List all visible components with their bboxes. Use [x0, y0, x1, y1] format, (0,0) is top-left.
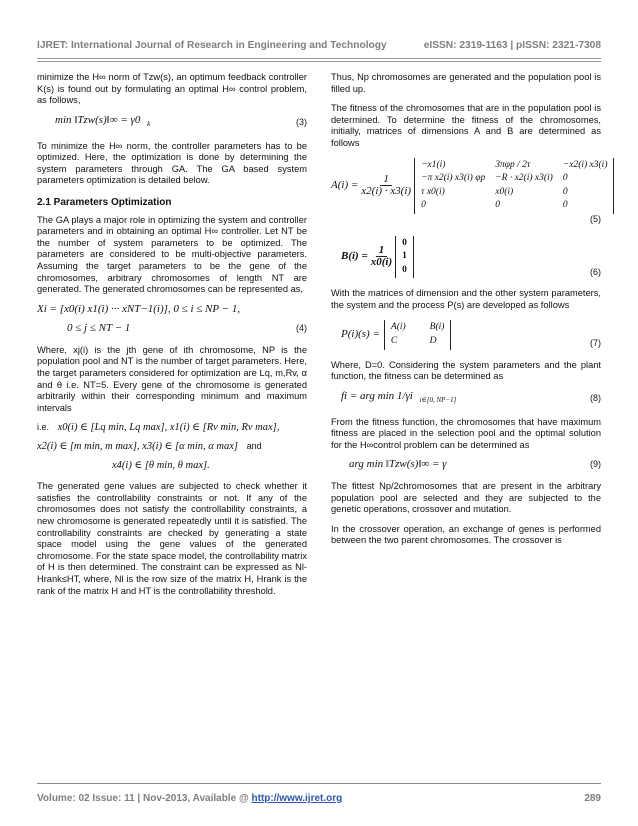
journal-link[interactable]: http://www.ijret.org — [251, 793, 343, 804]
matrix-cell: 0 — [495, 200, 500, 211]
paragraph: From the fitness function, the chromosomes that have maximum fitness are placed in the selection pool and the optimal solution for the H∞control problem can be determined as — [331, 416, 601, 450]
interval-2: x2(i) ∈ [m min, m max], x3(i) ∈ [α min, α max] — [37, 441, 238, 453]
header-rule-2 — [37, 61, 601, 62]
matrix-cell: 0 — [402, 237, 407, 248]
interval-equations — [37, 422, 307, 471]
paragraph: The GA plays a major role in optimizing the system and controller parameters and in obtaining an optimal H∞ controller. Let NT be the number of system parameters to be optimized. The parameters are considered to be multi-objective parameters. Assuming the target parameters to be the gene of the chromosomes, arbitrary chromosomes of length NT are generated. The generated chromosomes can be represented as, — [37, 214, 307, 295]
equation-lhs: P(i)(s) = — [341, 327, 380, 340]
right-column — [331, 72, 608, 555]
footer-rule — [37, 783, 601, 784]
volume-info: Volume: 02 Issue: 11 | Nov-2013, Available @ — [37, 793, 252, 804]
fraction — [361, 174, 411, 198]
equation-number: (4) — [296, 323, 307, 334]
interval-1: x0(i) ∈ [Lq min, Lq max], x1(i) ∈ [Rv min, Rv max], — [57, 422, 280, 434]
fraction — [371, 245, 392, 269]
fraction-denominator: x2(i) · x3(i) — [361, 185, 412, 198]
matrix-cell: −x2(i) x3(i) — [562, 159, 608, 170]
paragraph: Where, D=0. Considering the system parameters and the plant function, the fitness can be determined as — [331, 359, 601, 382]
paragraph: Thus, Np chromosomes are generated and the population pool is filled up. — [331, 72, 601, 94]
paragraph: To minimize the H∞ norm, the controller parameters has to be optimized. Here, the optimization is done by determining the system parameters through GA. The GA based system parameters optimization is detailed below. — [37, 140, 307, 186]
fraction-denominator: x0(i) — [370, 256, 393, 269]
equation-number: (8) — [590, 392, 601, 403]
matrix-cell: x0(i) — [495, 186, 514, 197]
page-number: 289 — [584, 793, 601, 804]
equation-number: (7) — [590, 338, 601, 349]
equation-lhs: B(i) = — [341, 250, 368, 263]
running-header — [37, 40, 601, 51]
matrix-b — [395, 236, 414, 279]
matrix-cell: 3πφp / 2τ — [495, 159, 531, 170]
matrix-cell: 0 — [562, 200, 568, 211]
equation-subscript: i∈[0, NP−1] — [419, 396, 457, 405]
matrix-cell: 0 — [562, 186, 568, 197]
interval-3: x4(i) ∈ [θ min, θ max]. — [112, 459, 210, 471]
header-rule — [37, 58, 601, 59]
equation-9 — [331, 459, 601, 471]
matrix-cell: B(i) — [429, 321, 445, 332]
equation-6 — [331, 236, 601, 279]
paragraph: Where, xj(i) is the jth gene of ith chromosome, NP is the population pool and NT is the number of target parameters. Here, the target parameters considered for optimization are Lq, m,Rv, α and θ i.e. NT=5. Every gene of the chromosome is generated arbitrarily within their corresponding minimum and maximum intervals — [37, 344, 307, 413]
equation-number: (5) — [590, 213, 601, 224]
equation-7 — [331, 320, 601, 350]
equation-subscript: k — [147, 119, 151, 128]
issn: eISSN: 2319-1163 | pISSN: 2321-7308 — [423, 40, 601, 51]
matrix-a — [414, 158, 614, 214]
matrix-cell: 1 — [402, 251, 407, 262]
and-label: and — [246, 441, 262, 452]
section-heading: 2.1 Parameters Optimization — [37, 196, 172, 208]
equation-number: (6) — [590, 266, 601, 277]
paragraph: In the crossover operation, an exchange of genes is performed between the two parent chromosomes. The crossover is — [331, 523, 601, 546]
matrix-cell: D — [429, 336, 437, 347]
matrix-cell: C — [390, 336, 398, 347]
paragraph: minimize the H∞ norm of Tzw(s), an optimum feedback controller K(s) is found out by formulating an optimal H∞ control problem, as follows, — [37, 72, 307, 106]
matrix-p — [384, 320, 452, 350]
matrix-cell: 0 — [402, 264, 407, 275]
equation-text: fi = arg min 1/γi — [341, 389, 413, 402]
equation-text: 0 ≤ j ≤ NT − 1 — [67, 322, 131, 335]
equation-3 — [37, 115, 307, 131]
matrix-cell: −x1(i) — [421, 159, 446, 170]
equation-8 — [331, 391, 601, 407]
paragraph: The generated gene values are subjected to check whether it satisfies the controllability constraints or not. If any of the chromosomes does not satisfy the controllability constraints, a new chromosome is generated repeatedly until it is satisfied. The controllability constraints are checked by generating a state space model using the gene values of the generated chromosome. For the state space model, the controllability matrix of H is then determined. The constraint can be expressed as Nl-Hrank≤HT, where, Nl is the row size of the matrix H, Hrank is the rank of the matrix H and HT is the controllability threshold. — [37, 481, 307, 596]
equation-lhs: A(i) = — [331, 178, 359, 191]
equation-text: arg min ‖Tzw(s)‖∞ = γ — [349, 458, 447, 471]
paragraph: With the matrices of dimension and the other system parameters, the system and the process P(s) are developed as follows — [331, 288, 601, 310]
running-footer — [37, 793, 601, 804]
equation-5 — [331, 158, 608, 226]
fraction-numerator: 1 — [380, 174, 392, 187]
matrix-cell: −R · x2(i) x3(i) — [495, 173, 553, 184]
equation-text: Xi = [x0(i) x1(i) ··· xNT−1(i)], 0 ≤ i ≤ NP − 1, — [37, 302, 241, 315]
equation-number: (9) — [590, 459, 601, 470]
matrix-cell: τ x0(i) — [421, 186, 445, 197]
matrix-cell: 0 — [421, 200, 426, 211]
fraction-numerator: 1 — [376, 245, 388, 258]
equation-text: min ‖Tzw(s)‖∞ = γ0 — [55, 113, 141, 126]
ie-label: i.e. — [37, 422, 50, 433]
paragraph: The fittest Np/2chromosomes that are present in the arbitrary population pool are selected and they are subjected to the genetic operations, crossover and mutation. — [331, 481, 601, 515]
paragraph: The fitness of the chromosomes that are in the population pool is determined. To determine the fitness of the chromosomes, initially, matrices of dimensions A and B are determined as follows — [331, 103, 601, 148]
matrix-cell: −π x2(i) x3(i) φp — [421, 173, 486, 184]
left-column — [37, 72, 307, 605]
equation-number: (3) — [296, 116, 307, 127]
matrix-cell: A(i) — [390, 321, 406, 332]
equation-4 — [37, 304, 307, 335]
matrix-cell: 0 — [562, 173, 568, 184]
journal-title: IJRET: International Journal of Research in Engineering and Technology — [37, 40, 387, 51]
